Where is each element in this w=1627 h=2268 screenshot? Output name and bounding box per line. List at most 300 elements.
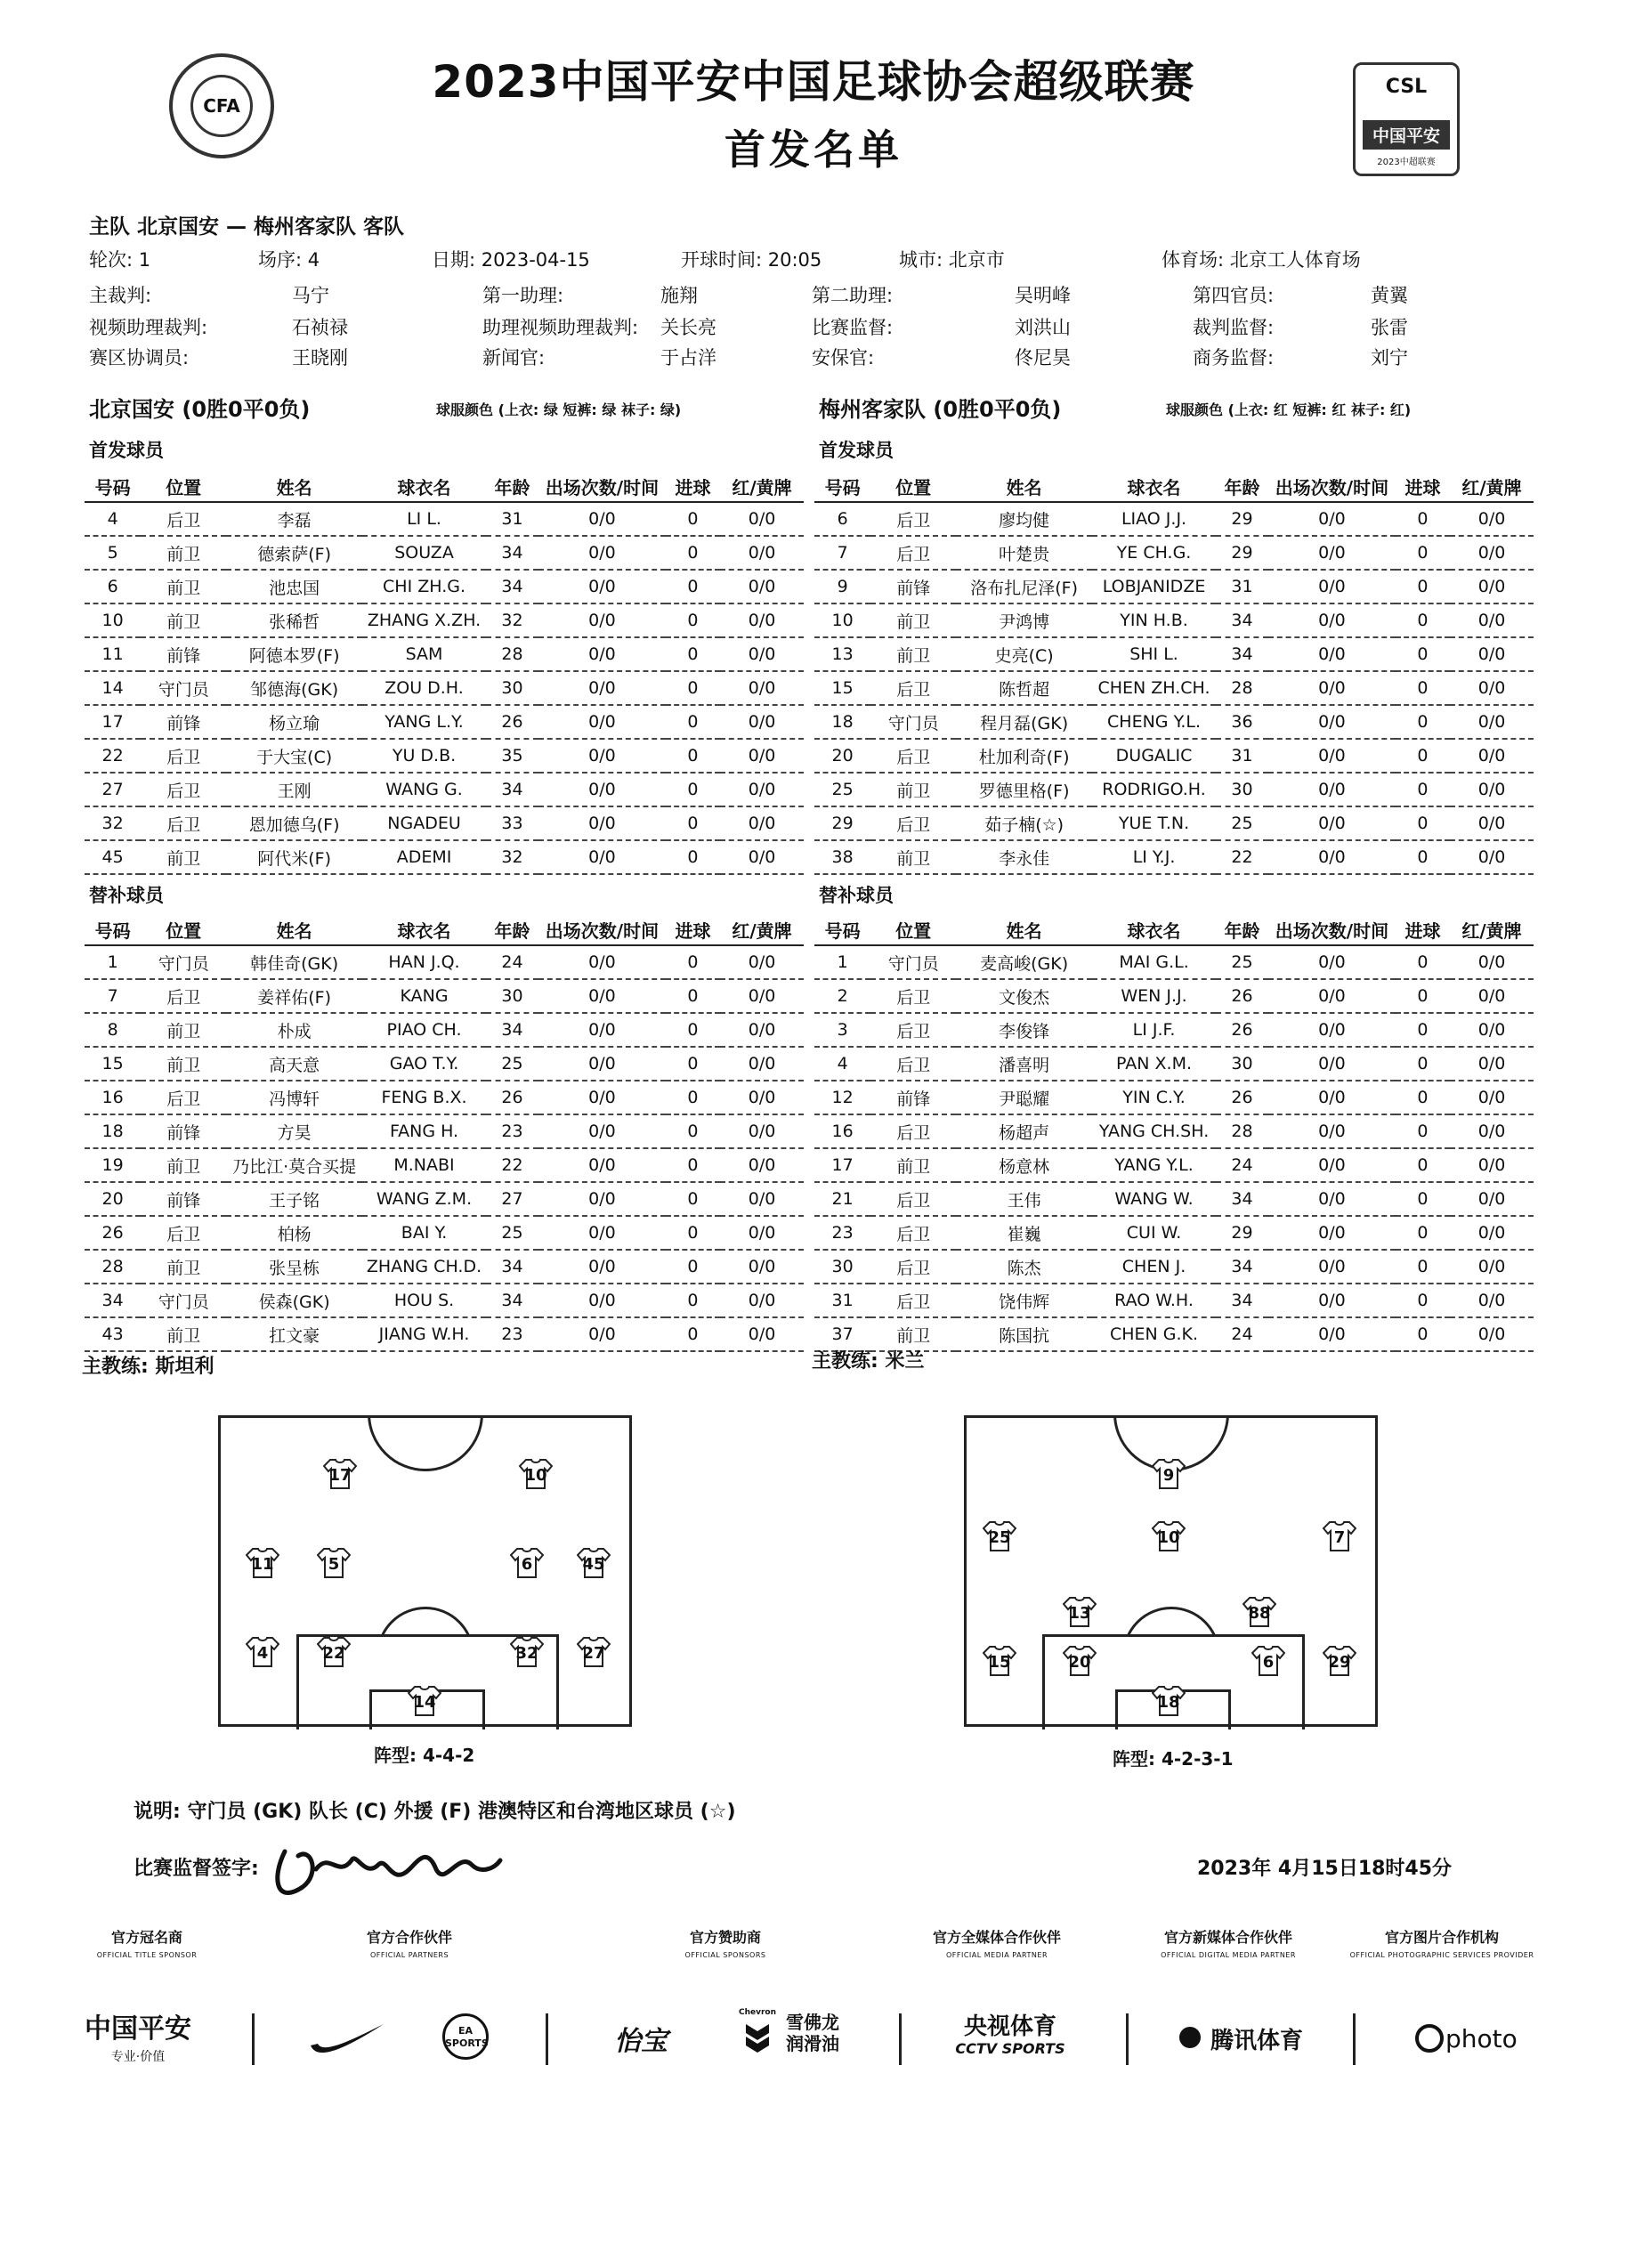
coordinator: 王晓刚 bbox=[292, 347, 348, 369]
player-jersey-icon bbox=[1152, 1520, 1186, 1552]
table-cell: 0/0 bbox=[1268, 806, 1396, 840]
table-cell: 29 bbox=[814, 806, 870, 840]
table-cell: 29 bbox=[1216, 1216, 1268, 1250]
table-cell: CHI ZH.G. bbox=[362, 570, 486, 603]
table-cell: 麦高峻(GK) bbox=[956, 945, 1092, 979]
table-cell: 陈杰 bbox=[956, 1250, 1092, 1284]
jersey-number: 32 bbox=[515, 1644, 538, 1663]
jersey-number: 29 bbox=[1328, 1653, 1351, 1672]
table-cell: 0/0 bbox=[1450, 705, 1534, 739]
table-row bbox=[814, 603, 1534, 637]
table-cell: 38 bbox=[814, 840, 870, 874]
table-cell: 0 bbox=[1396, 840, 1450, 874]
table-cell: 0/0 bbox=[1268, 570, 1396, 603]
table-cell: 0/0 bbox=[1268, 637, 1396, 671]
table-cell: 36 bbox=[1216, 705, 1268, 739]
table-cell: 后卫 bbox=[141, 806, 226, 840]
chevron-lubricant: 雪佛龙润滑油 bbox=[786, 2012, 839, 2054]
table-cell: 前锋 bbox=[141, 1182, 226, 1216]
table-cell: 前卫 bbox=[870, 637, 956, 671]
table-cell: 叶楚贵 bbox=[956, 536, 1092, 570]
table-cell: 李永佳 bbox=[956, 840, 1092, 874]
cbest-logo: 怡宝 bbox=[614, 2026, 668, 2057]
table-cell: 后卫 bbox=[141, 1081, 226, 1114]
table-row bbox=[814, 773, 1534, 806]
table-row bbox=[814, 671, 1534, 705]
table-cell: 8 bbox=[85, 1013, 141, 1047]
table-cell: 0 bbox=[666, 1013, 720, 1047]
table-cell: 0 bbox=[666, 637, 720, 671]
table-cell: 0/0 bbox=[538, 637, 666, 671]
table-cell: 后卫 bbox=[870, 1114, 956, 1148]
table-cell: 0 bbox=[1396, 671, 1450, 705]
table-cell: 0/0 bbox=[1268, 536, 1396, 570]
jersey-number: 14 bbox=[413, 1693, 436, 1712]
supervisor-label: 比赛监督: bbox=[812, 317, 894, 338]
table-cell: 34 bbox=[1216, 1250, 1268, 1284]
table-cell: 34 bbox=[486, 1250, 538, 1284]
table-cell: 0 bbox=[1396, 1182, 1450, 1216]
table-cell: 30 bbox=[486, 671, 538, 705]
table-cell: WANG Z.M. bbox=[362, 1182, 486, 1216]
table-cell: WANG W. bbox=[1092, 1182, 1216, 1216]
table-cell: 0/0 bbox=[1450, 806, 1534, 840]
table-cell: 0/0 bbox=[720, 1047, 804, 1081]
sponsor-category-sub: OFFICIAL MEDIA PARTNER bbox=[945, 1951, 1048, 1959]
table-row bbox=[85, 637, 804, 671]
table-cell: YU D.B. bbox=[362, 739, 486, 773]
table-cell: 30 bbox=[814, 1250, 870, 1284]
table-cell: 9 bbox=[814, 570, 870, 603]
table-cell: 0/0 bbox=[1450, 570, 1534, 603]
table-cell: 30 bbox=[1216, 773, 1268, 806]
table-cell: 后卫 bbox=[870, 1284, 956, 1317]
table-cell: 34 bbox=[1216, 603, 1268, 637]
table-cell: 0/0 bbox=[1268, 840, 1396, 874]
table-cell: 后卫 bbox=[870, 739, 956, 773]
table-row bbox=[85, 1114, 804, 1148]
table-row bbox=[85, 1148, 804, 1182]
table-cell: 0/0 bbox=[538, 671, 666, 705]
table-cell: 0 bbox=[1396, 1284, 1450, 1317]
column-header: 年龄 bbox=[486, 472, 538, 502]
table-cell: 34 bbox=[486, 570, 538, 603]
table-cell: 22 bbox=[85, 739, 141, 773]
table-cell: 0/0 bbox=[538, 739, 666, 773]
csl-logo-year: 2023中超联赛 bbox=[1377, 158, 1436, 167]
home-team-record: 北京国安 (0胜0平0负) bbox=[89, 397, 311, 422]
supervisor-signature bbox=[267, 1825, 507, 1905]
table-cell: JIANG W.H. bbox=[362, 1317, 486, 1351]
column-header: 红/黄牌 bbox=[1450, 915, 1534, 945]
table-cell: 0/0 bbox=[1268, 1114, 1396, 1148]
table-cell: 李俊锋 bbox=[956, 1013, 1092, 1047]
table-cell: 0/0 bbox=[720, 502, 804, 536]
table-row bbox=[85, 739, 804, 773]
table-cell: 28 bbox=[85, 1250, 141, 1284]
column-header: 出场次数/时间 bbox=[538, 472, 666, 502]
table-row bbox=[85, 806, 804, 840]
table-row bbox=[85, 1216, 804, 1250]
table-cell: 杨超声 bbox=[956, 1114, 1092, 1148]
table-cell: 杨意林 bbox=[956, 1148, 1092, 1182]
table-cell: 0/0 bbox=[720, 1081, 804, 1114]
home-starters-label: 首发球员 bbox=[89, 440, 164, 461]
table-cell: 30 bbox=[486, 979, 538, 1013]
table-cell: 洛布扎尼泽(F) bbox=[956, 570, 1092, 603]
center-circle-arc bbox=[368, 1356, 483, 1471]
away-coach-name: 米兰 bbox=[885, 1350, 925, 1373]
table-cell: GAO T.Y. bbox=[362, 1047, 486, 1081]
table-cell: 0 bbox=[1396, 773, 1450, 806]
table-cell: 张稀哲 bbox=[226, 603, 362, 637]
venue: 体育场: 北京工人体育场 bbox=[1162, 249, 1361, 271]
table-row bbox=[814, 840, 1534, 874]
table-cell: 饶伟辉 bbox=[956, 1284, 1092, 1317]
table-cell: 侯森(GK) bbox=[226, 1284, 362, 1317]
table-cell: 18 bbox=[85, 1114, 141, 1148]
table-cell: 邹德海(GK) bbox=[226, 671, 362, 705]
table-header-row bbox=[814, 915, 1534, 945]
player-jersey-icon bbox=[323, 1458, 357, 1490]
table-cell: 0 bbox=[1396, 1047, 1450, 1081]
ar2-label: 第二助理: bbox=[812, 285, 894, 306]
table-cell: 后卫 bbox=[870, 979, 956, 1013]
csl-logo-brand: 中国平安 bbox=[1363, 120, 1450, 150]
table-cell: 0 bbox=[666, 806, 720, 840]
table-cell: 0/0 bbox=[1268, 1182, 1396, 1216]
table-cell: 24 bbox=[1216, 1148, 1268, 1182]
table-cell: 0 bbox=[666, 671, 720, 705]
page-title: 2023中国平安中国足球协会超级联赛 bbox=[432, 56, 1195, 108]
table-cell: 4 bbox=[814, 1047, 870, 1081]
var-label: 视频助理裁判: bbox=[89, 317, 208, 338]
table-cell: 前卫 bbox=[141, 1013, 226, 1047]
table-cell: 0/0 bbox=[538, 1081, 666, 1114]
table-cell: 0/0 bbox=[1450, 1114, 1534, 1148]
column-header: 年龄 bbox=[486, 915, 538, 945]
column-header: 球衣名 bbox=[362, 915, 486, 945]
jersey-number: 10 bbox=[524, 1466, 547, 1485]
player-jersey-icon bbox=[577, 1636, 611, 1668]
table-cell: 茹子楠(☆) bbox=[956, 806, 1092, 840]
pingan-logo: 中国平安 bbox=[85, 2013, 191, 2045]
table-cell: 扛文豪 bbox=[226, 1317, 362, 1351]
home-starters-table bbox=[85, 472, 804, 875]
table-cell: NGADEU bbox=[362, 806, 486, 840]
away-coach bbox=[812, 1346, 925, 1373]
sponsor-category-label: 官方全媒体合作伙伴 bbox=[932, 1929, 1061, 1946]
table-cell: 0 bbox=[666, 1114, 720, 1148]
table-cell: 守门员 bbox=[870, 945, 956, 979]
table-cell: LIAO J.J. bbox=[1092, 502, 1216, 536]
table-cell: 前卫 bbox=[870, 1317, 956, 1351]
table-row bbox=[814, 1047, 1534, 1081]
nike-swoosh-icon bbox=[307, 2019, 387, 2058]
table-cell: 27 bbox=[486, 1182, 538, 1216]
table-row bbox=[85, 502, 804, 536]
table-header-row bbox=[85, 915, 804, 945]
table-cell: 0/0 bbox=[1268, 1250, 1396, 1284]
player-jersey-icon bbox=[510, 1636, 544, 1668]
table-cell: 0 bbox=[666, 979, 720, 1013]
column-header: 号码 bbox=[85, 915, 141, 945]
table-cell: 0 bbox=[666, 739, 720, 773]
table-cell: 前卫 bbox=[141, 1047, 226, 1081]
table-cell: 廖均健 bbox=[956, 502, 1092, 536]
table-cell: 前卫 bbox=[141, 1250, 226, 1284]
table-cell: 0/0 bbox=[1450, 502, 1534, 536]
table-cell: 后卫 bbox=[141, 773, 226, 806]
home-coach-label: 主教练: bbox=[82, 1356, 149, 1378]
table-cell: 28 bbox=[486, 637, 538, 671]
divider bbox=[1126, 2013, 1129, 2065]
table-cell: WEN J.J. bbox=[1092, 979, 1216, 1013]
csl-logo bbox=[1353, 62, 1460, 176]
away-kit-colors: 球服颜色 (上衣: 红 短裤: 红 袜子: 红) bbox=[1166, 401, 1412, 418]
table-cell: PAN X.M. bbox=[1092, 1047, 1216, 1081]
table-row bbox=[85, 1081, 804, 1114]
table-cell: 25 bbox=[486, 1216, 538, 1250]
table-row bbox=[814, 570, 1534, 603]
table-row bbox=[85, 773, 804, 806]
commercial-label: 商务监督: bbox=[1193, 347, 1275, 369]
player-jersey-icon bbox=[1251, 1645, 1285, 1677]
table-cell: BAI Y. bbox=[362, 1216, 486, 1250]
table-cell: WANG G. bbox=[362, 773, 486, 806]
home-coach-name: 斯坦利 bbox=[155, 1356, 215, 1378]
table-cell: 1 bbox=[85, 945, 141, 979]
player-jersey-icon bbox=[983, 1645, 1016, 1677]
player-jersey-icon bbox=[1323, 1645, 1356, 1677]
column-header: 出场次数/时间 bbox=[1268, 472, 1396, 502]
jersey-number: 27 bbox=[582, 1644, 605, 1663]
divider bbox=[252, 2013, 255, 2065]
table-cell: 7 bbox=[814, 536, 870, 570]
table-cell: 潘喜明 bbox=[956, 1047, 1092, 1081]
sponsor-category-label: 官方图片合作机构 bbox=[1384, 1929, 1499, 1946]
kickoff-time: 开球时间: 20:05 bbox=[681, 249, 822, 271]
table-row bbox=[85, 1317, 804, 1351]
table-cell: 李磊 bbox=[226, 502, 362, 536]
table-cell: 0/0 bbox=[1450, 739, 1534, 773]
jersey-number: 11 bbox=[251, 1555, 274, 1574]
table-cell: 26 bbox=[1216, 979, 1268, 1013]
table-row bbox=[85, 671, 804, 705]
ar1: 施翔 bbox=[660, 285, 698, 306]
table-cell: YANG CH.SH. bbox=[1092, 1114, 1216, 1148]
table-cell: 16 bbox=[814, 1114, 870, 1148]
table-row bbox=[814, 739, 1534, 773]
table-cell: 0 bbox=[1396, 705, 1450, 739]
table-cell: 0 bbox=[666, 603, 720, 637]
jersey-number: 9 bbox=[1162, 1466, 1175, 1485]
table-cell: 0 bbox=[666, 705, 720, 739]
table-cell: 0/0 bbox=[1450, 536, 1534, 570]
player-jersey-icon bbox=[983, 1520, 1016, 1552]
table-cell: 0/0 bbox=[1450, 773, 1534, 806]
table-cell: 13 bbox=[814, 637, 870, 671]
table-cell: 0/0 bbox=[1268, 603, 1396, 637]
table-cell: YIN H.B. bbox=[1092, 603, 1216, 637]
table-cell: 26 bbox=[486, 1081, 538, 1114]
table-cell: 0/0 bbox=[538, 1013, 666, 1047]
table-cell: 25 bbox=[486, 1047, 538, 1081]
center-circle-arc bbox=[1113, 1356, 1229, 1471]
table-cell: 0/0 bbox=[538, 603, 666, 637]
table-cell: 前卫 bbox=[870, 603, 956, 637]
table-cell: 0 bbox=[1396, 570, 1450, 603]
table-cell: 0 bbox=[666, 502, 720, 536]
table-cell: 朴成 bbox=[226, 1013, 362, 1047]
table-cell: 0/0 bbox=[1450, 1013, 1534, 1047]
table-cell: 0/0 bbox=[538, 979, 666, 1013]
table-cell: 22 bbox=[1216, 840, 1268, 874]
table-cell: 0/0 bbox=[1450, 945, 1534, 979]
table-cell: 0 bbox=[1396, 1250, 1450, 1284]
sponsor-category-label: 官方合作伙伴 bbox=[366, 1929, 452, 1946]
table-cell: 0 bbox=[666, 1284, 720, 1317]
table-cell: 31 bbox=[486, 502, 538, 536]
table-cell: 后卫 bbox=[870, 1250, 956, 1284]
table-cell: 32 bbox=[85, 806, 141, 840]
jersey-number: 6 bbox=[1262, 1653, 1275, 1672]
press: 于占洋 bbox=[660, 347, 716, 369]
table-cell: 乃比江·莫合买提 bbox=[226, 1148, 362, 1182]
table-cell: 34 bbox=[486, 1013, 538, 1047]
table-cell: 0/0 bbox=[720, 1013, 804, 1047]
table-cell: 0/0 bbox=[720, 570, 804, 603]
sponsor-category-sub: OFFICIAL DIGITAL MEDIA PARTNER bbox=[1161, 1951, 1296, 1959]
table-row bbox=[814, 1284, 1534, 1317]
table-cell: 张呈栋 bbox=[226, 1250, 362, 1284]
table-cell: KANG bbox=[362, 979, 486, 1013]
coordinator-label: 赛区协调员: bbox=[89, 347, 190, 369]
column-header: 出场次数/时间 bbox=[538, 915, 666, 945]
table-cell: 0/0 bbox=[1268, 979, 1396, 1013]
divider bbox=[1353, 2013, 1356, 2065]
jersey-number: 6 bbox=[521, 1555, 533, 1574]
table-cell: 0/0 bbox=[538, 1250, 666, 1284]
table-cell: 杨立瑜 bbox=[226, 705, 362, 739]
table-row bbox=[85, 705, 804, 739]
column-header: 姓名 bbox=[956, 472, 1092, 502]
table-cell: 0/0 bbox=[720, 603, 804, 637]
table-cell: 27 bbox=[85, 773, 141, 806]
column-header: 出场次数/时间 bbox=[1268, 915, 1396, 945]
table-cell: 王伟 bbox=[956, 1182, 1092, 1216]
signature-datetime: 2023年 4月15日18时45分 bbox=[1197, 1858, 1453, 1880]
table-cell: 2 bbox=[814, 979, 870, 1013]
table-cell: 前卫 bbox=[141, 1148, 226, 1182]
table-cell: 文俊杰 bbox=[956, 979, 1092, 1013]
jersey-number: 13 bbox=[1068, 1604, 1091, 1623]
table-cell: 前卫 bbox=[141, 840, 226, 874]
table-cell: PIAO CH. bbox=[362, 1013, 486, 1047]
table-cell: 22 bbox=[486, 1148, 538, 1182]
table-cell: 0/0 bbox=[1268, 1216, 1396, 1250]
table-cell: 0/0 bbox=[1268, 773, 1396, 806]
player-jersey-icon bbox=[1152, 1458, 1186, 1490]
column-header: 红/黄牌 bbox=[720, 915, 804, 945]
table-cell: 0/0 bbox=[720, 1216, 804, 1250]
column-header: 进球 bbox=[1396, 915, 1450, 945]
table-cell: 姜祥佑(F) bbox=[226, 979, 362, 1013]
table-cell: YANG Y.L. bbox=[1092, 1148, 1216, 1182]
table-cell: 0/0 bbox=[720, 806, 804, 840]
table-row bbox=[814, 1114, 1534, 1148]
table-cell: DUGALIC bbox=[1092, 739, 1216, 773]
table-cell: 0 bbox=[666, 945, 720, 979]
table-cell: 0 bbox=[666, 536, 720, 570]
table-cell: 前卫 bbox=[141, 570, 226, 603]
player-jersey-icon bbox=[317, 1636, 351, 1668]
column-header: 姓名 bbox=[956, 915, 1092, 945]
table-cell: 31 bbox=[1216, 570, 1268, 603]
jersey-number: 20 bbox=[1068, 1653, 1091, 1672]
table-cell: 11 bbox=[85, 637, 141, 671]
jersey-number: 17 bbox=[328, 1466, 352, 1485]
table-cell: 前锋 bbox=[141, 1114, 226, 1148]
table-cell: 程月磊(GK) bbox=[956, 705, 1092, 739]
table-cell: 25 bbox=[814, 773, 870, 806]
table-cell: 10 bbox=[85, 603, 141, 637]
table-cell: 阿代米(F) bbox=[226, 840, 362, 874]
table-row bbox=[85, 1182, 804, 1216]
table-cell: 0/0 bbox=[720, 945, 804, 979]
away-subs-label: 替补球员 bbox=[819, 885, 894, 906]
sponsor-category-label: 官方赞助商 bbox=[689, 1929, 761, 1946]
pingan-tagline: 专业·价值 bbox=[110, 2050, 166, 2064]
ref-assessor-label: 裁判监督: bbox=[1193, 317, 1275, 338]
table-cell: 0/0 bbox=[1268, 671, 1396, 705]
table-cell: 0 bbox=[666, 1148, 720, 1182]
table-cell: 15 bbox=[814, 671, 870, 705]
home-coach bbox=[82, 1351, 215, 1379]
table-cell: 20 bbox=[814, 739, 870, 773]
supervisor: 刘洪山 bbox=[1015, 317, 1071, 338]
tencent-sports-icon bbox=[1179, 2027, 1201, 2048]
table-cell: 尹鸿博 bbox=[956, 603, 1092, 637]
table-cell: 守门员 bbox=[870, 705, 956, 739]
player-jersey-icon bbox=[1063, 1596, 1097, 1628]
table-cell: 0/0 bbox=[1268, 1081, 1396, 1114]
table-cell: 前锋 bbox=[141, 705, 226, 739]
table-cell: 后卫 bbox=[870, 1182, 956, 1216]
table-cell: 守门员 bbox=[141, 945, 226, 979]
table-cell: 20 bbox=[85, 1182, 141, 1216]
table-cell: 21 bbox=[814, 1182, 870, 1216]
table-cell: 前锋 bbox=[141, 637, 226, 671]
home-formation: 阵型: 4-4-2 bbox=[374, 1745, 475, 1766]
table-cell: 6 bbox=[814, 502, 870, 536]
table-cell: LI J.F. bbox=[1092, 1013, 1216, 1047]
table-cell: 0/0 bbox=[720, 1114, 804, 1148]
home-kit-colors: 球服颜色 (上衣: 绿 短裤: 绿 袜子: 绿) bbox=[436, 401, 682, 418]
table-row bbox=[85, 1047, 804, 1081]
table-cell: M.NABI bbox=[362, 1148, 486, 1182]
table-cell: 0 bbox=[666, 773, 720, 806]
column-header: 球衣名 bbox=[1092, 472, 1216, 502]
table-cell: 0/0 bbox=[1268, 502, 1396, 536]
table-cell: 0 bbox=[1396, 1081, 1450, 1114]
ic-photo-icon bbox=[1415, 2024, 1444, 2053]
table-row bbox=[814, 1182, 1534, 1216]
table-cell: 30 bbox=[1216, 1047, 1268, 1081]
table-cell: LOBJANIDZE bbox=[1092, 570, 1216, 603]
match-date: 日期: 2023-04-15 bbox=[432, 249, 590, 271]
table-cell: 34 bbox=[1216, 1284, 1268, 1317]
